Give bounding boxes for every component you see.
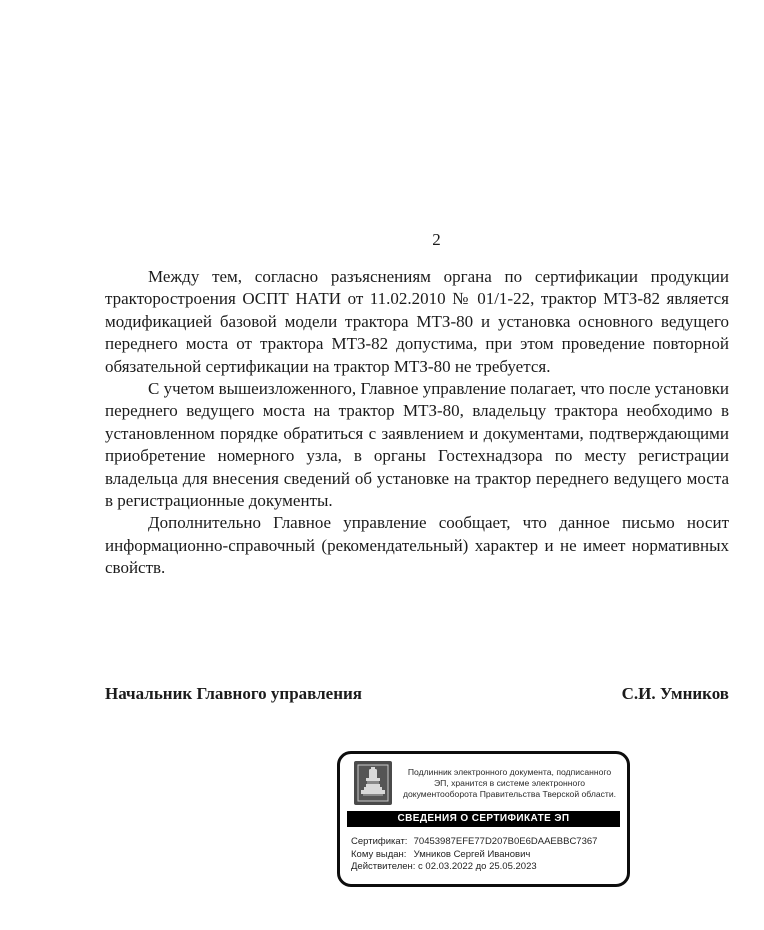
- stamp-header: [340, 754, 627, 809]
- issued-to-label: Кому выдан:: [351, 848, 407, 860]
- certificate-info-bar: СВЕДЕНИЯ О СЕРТИФИКАТЕ ЭП: [347, 811, 620, 827]
- certificate-value: 70453987EFE77D207B0E6DAAEBBC7367: [413, 836, 598, 847]
- issued-to-row: [351, 849, 619, 862]
- paragraph-advisory-note: Дополнительно Главное управление сообщает, что данное письмо носит информационно-справочный (рекомендательный) характер и не имеет нормативных свойств.: [105, 513, 729, 578]
- signature-block: [105, 684, 729, 704]
- electronic-signature-stamp: [337, 751, 630, 887]
- letter-body: [105, 266, 729, 580]
- stamp-notice-text: Подлинник электронного документа, подписанного ЭП, хранится в системе электронного документооборота Правительства Тверской области.: [402, 766, 617, 799]
- certificate-label: Сертификат:: [351, 836, 408, 847]
- tver-coat-of-arms-icon: [354, 761, 392, 805]
- paragraph-certification-clarification: Между тем, согласно разъяснениям органа по сертификации продукции тракторостроения ОСПТ НАТИ от 11.02.2010 № 01/1-22, трактор МТЗ-82 является модификацией базовой модели трактора МТЗ-80 и установка основного ведущего переднего моста от трактора МТЗ-82 допустима, при этом проведение повторной обязательной сертификации на трактор МТЗ-80 не требуется.: [105, 267, 729, 376]
- issued-to-value: Умников Сергей Иванович: [413, 848, 531, 860]
- certificate-fields: [340, 827, 627, 884]
- paragraph-registration-procedure: С учетом вышеизложенного, Главное управление полагает, что после установки переднего ведущего моста на трактор МТЗ-80, владельцу трактора необходимо в установленном порядке обратиться с заявлением и документами, подтверждающими приобретение номерного узла, в органы Гостехнадзора по месту регистрации владельца для внесения сведений об установке на трактор переднего ведущего моста в регистрационные документы.: [105, 379, 729, 511]
- certificate-number-row: [351, 836, 619, 849]
- page-number: 2: [432, 230, 441, 249]
- validity-label: Действителен:: [351, 861, 416, 873]
- signer-position: Начальник Главного управления: [105, 684, 362, 703]
- validity-row: [351, 861, 619, 874]
- validity-value: с 02.03.2022 до 25.05.2023: [418, 861, 537, 873]
- signer-name: С.И. Умников: [621, 684, 729, 703]
